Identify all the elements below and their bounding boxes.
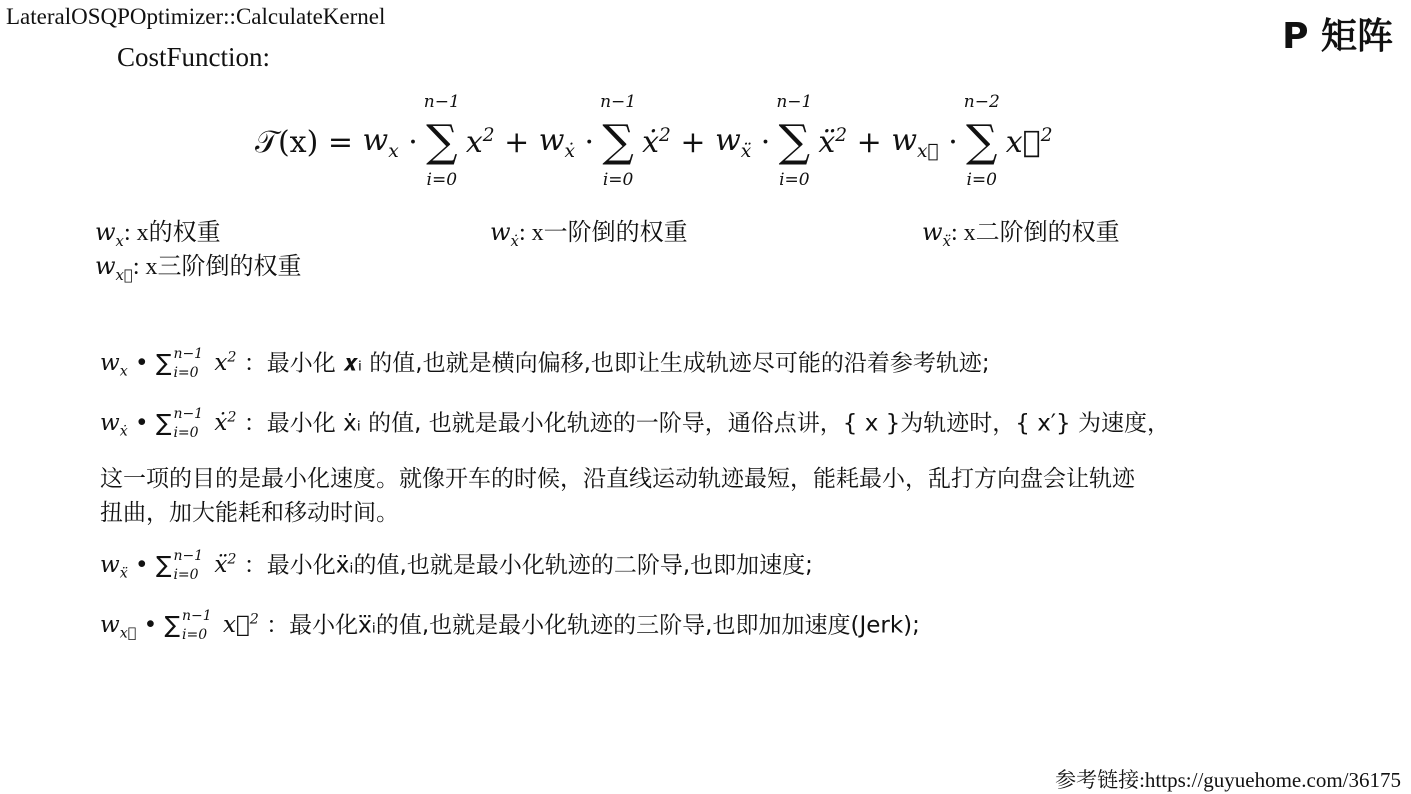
- sum-lower: i=0: [602, 170, 634, 191]
- sigma-icon: ∑: [164, 612, 180, 639]
- weight-sub: ẋ: [564, 140, 575, 162]
- weight-sub: x⃛: [917, 140, 939, 162]
- dot-operator: ·: [398, 124, 418, 160]
- exp: 2: [227, 349, 237, 366]
- formula-lhs: 𝒯(x) =: [255, 124, 363, 160]
- sum-upper: n−2: [963, 92, 1000, 113]
- section-title: P 矩阵: [1282, 16, 1393, 57]
- weight-sub: ẋ: [510, 231, 519, 250]
- exp: 2: [482, 124, 495, 146]
- sum-upper: n−1: [173, 406, 204, 422]
- weight-symbol: $w_x$: [362, 122, 399, 162]
- term: $x^2$: [207, 349, 237, 377]
- term: ẋ$^2$: [207, 409, 237, 437]
- weight-sub: x⃛: [119, 625, 137, 642]
- sigma-icon: ∑: [426, 115, 458, 167]
- description-line: [100, 608, 920, 644]
- weight-symbol: $w_ẋ$: [100, 410, 128, 440]
- weight-sub: ẋ: [119, 423, 128, 440]
- sum-lower: i=0: [426, 170, 458, 191]
- bullet: •: [136, 612, 165, 639]
- weight-symbol: $w_ẍ$: [715, 122, 752, 162]
- weight-label: [922, 212, 1120, 250]
- sum-lower: i=0: [181, 626, 208, 643]
- limits: [182, 608, 212, 644]
- weight-label: [95, 246, 302, 284]
- weight-symbol: $w_ẋ$: [490, 218, 519, 250]
- description-text: ：最小化ẍᵢ的值,也就是最小化轨迹的二阶导,也即加速度;: [236, 552, 813, 579]
- term: x⃛$^2$: [215, 611, 259, 639]
- weight-symbol: $w_ẍ$: [100, 552, 128, 582]
- limits: [173, 548, 203, 584]
- description-continuation: 这一项的目的是最小化速度。就像开车的时候，沿直线运动轨迹最短，能耗最小，乱打方向盘会让轨迹: [100, 466, 1135, 492]
- dot-operator: ·: [574, 124, 595, 160]
- sum-lower: i=0: [173, 566, 199, 583]
- bullet: •: [127, 552, 156, 579]
- plus-sign: +: [847, 124, 892, 160]
- summation: [964, 92, 1000, 191]
- exp: 2: [249, 611, 259, 628]
- term: ẋ$^2$: [642, 124, 671, 160]
- weight-sub: x⃛: [115, 265, 133, 284]
- weight-symbol: $w_x$: [100, 350, 128, 380]
- weight-sub: x: [119, 363, 128, 380]
- sigma-icon: ∑: [155, 350, 172, 377]
- description-text: ：最小化 ẋᵢ 的值, 也就是最小化轨迹的一阶导，通俗点讲，{ x }为轨迹时，{ x′} 为速度，: [236, 410, 1170, 437]
- sum-lower: i=0: [173, 424, 199, 441]
- term: ẍ$^2$: [818, 124, 848, 160]
- sum-lower: i=0: [779, 170, 810, 191]
- exp: 2: [835, 124, 848, 146]
- sigma-icon: ∑: [966, 115, 998, 167]
- weight-symbol: $w_x$: [95, 218, 124, 250]
- weight-label: [490, 212, 688, 250]
- summation: [776, 92, 812, 191]
- sum-upper: n−1: [600, 92, 637, 113]
- sum-upper: n−1: [173, 346, 204, 362]
- weight-symbol: $w_ẋ$: [538, 122, 575, 162]
- exp: 2: [227, 409, 237, 426]
- exp: 2: [1040, 124, 1053, 146]
- summation: [424, 92, 460, 191]
- term: $x^2$: [465, 124, 495, 160]
- weight-sub: ẍ: [119, 565, 128, 582]
- description-line: [100, 346, 990, 382]
- sum-upper: n−1: [173, 548, 204, 564]
- weight-sub: x: [388, 140, 399, 162]
- weight-sub: x: [115, 231, 124, 250]
- description-continuation: 扭曲，加大能耗和移动时间。: [100, 500, 399, 526]
- description-text: ：最小化x⃛ᵢ的值,也就是最小化轨迹的三阶导,也即加加速度(Jerk);: [258, 612, 920, 639]
- sigma-icon: ∑: [778, 115, 811, 167]
- description-line: [100, 548, 813, 584]
- weight-symbol: $w_{x⃛}$: [100, 612, 137, 642]
- plus-sign: +: [670, 124, 716, 160]
- sigma-icon: ∑: [155, 410, 172, 437]
- weight-symbol: $w_{x⃛}$: [891, 122, 939, 162]
- limits: [173, 406, 203, 442]
- weight-label: [95, 212, 221, 250]
- cost-function-label: CostFunction:: [117, 42, 271, 72]
- term: ẍ$^2$: [207, 551, 237, 579]
- weight-sub: ẍ: [942, 231, 951, 250]
- weight-text: : x三阶倒的权重: [132, 254, 302, 280]
- weight-text: : x二阶倒的权重: [950, 220, 1120, 246]
- plus-sign: +: [494, 124, 539, 160]
- description-line: [100, 406, 1170, 442]
- dot-operator: ·: [938, 124, 958, 160]
- description-text: ：最小化 𝒙ᵢ 的值,也就是横向偏移,也即让生成轨迹尽可能的沿着参考轨迹;: [236, 350, 990, 377]
- sum-upper: n−1: [423, 92, 460, 113]
- bullet: •: [127, 410, 156, 437]
- weight-text: : x一阶倒的权重: [518, 220, 688, 246]
- bullet: •: [127, 350, 156, 377]
- exp: 2: [659, 124, 671, 146]
- page-header-title: LateralOSQPOptimizer::CalculateKernel: [6, 4, 386, 29]
- sum-lower: i=0: [173, 364, 199, 381]
- sigma-icon: ∑: [155, 552, 172, 579]
- limits: [173, 346, 203, 382]
- sigma-icon: ∑: [602, 115, 634, 167]
- term: x⃛$^2$: [1005, 124, 1053, 160]
- reference-link[interactable]: 参考链接:https://guyuehome.com/36175: [1055, 768, 1401, 792]
- weight-symbol: $w_ẍ$: [922, 218, 951, 250]
- dot-operator: ·: [751, 124, 771, 160]
- summation: [600, 92, 636, 191]
- weight-sub: ẍ: [740, 140, 752, 162]
- sum-upper: n−1: [181, 608, 212, 624]
- weight-text: : x的权重: [123, 220, 221, 246]
- weight-symbol: $w_{x⃛}$: [95, 252, 133, 284]
- cost-function-formula: [255, 78, 1053, 206]
- exp: 2: [227, 551, 237, 568]
- sum-lower: i=0: [966, 170, 997, 191]
- sum-upper: n−1: [776, 92, 813, 113]
